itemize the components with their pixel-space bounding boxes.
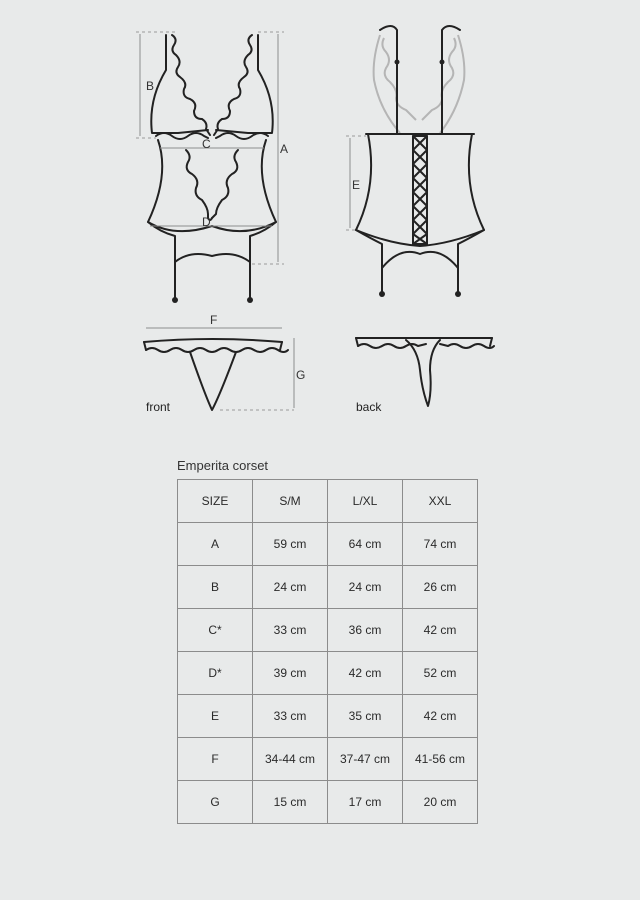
- cell-value: 42 cm: [403, 609, 478, 652]
- cell-value: 64 cm: [328, 523, 403, 566]
- row-label: G: [178, 781, 253, 824]
- cell-value: 42 cm: [403, 695, 478, 738]
- cell-value: 34-44 cm: [253, 738, 328, 781]
- table-row: [178, 738, 478, 781]
- table-row: [178, 566, 478, 609]
- cell-value: 37-47 cm: [328, 738, 403, 781]
- corset-front-drawing: [148, 35, 276, 303]
- cell-value: 26 cm: [403, 566, 478, 609]
- cell-value: 59 cm: [253, 523, 328, 566]
- cell-value: 41-56 cm: [403, 738, 478, 781]
- corset-back-drawing: [356, 26, 484, 297]
- header-xxl: XXL: [403, 480, 478, 523]
- label-e: E: [352, 178, 361, 192]
- row-label: B: [178, 566, 253, 609]
- size-chart-table: [177, 479, 478, 824]
- table-header-row: [178, 480, 478, 523]
- cell-value: 24 cm: [253, 566, 328, 609]
- garment-diagram: [0, 0, 640, 440]
- cell-value: 39 cm: [253, 652, 328, 695]
- label-c: C: [202, 137, 211, 151]
- table-row: [178, 695, 478, 738]
- row-label: E: [178, 695, 253, 738]
- table-title: Emperita corset: [177, 458, 269, 473]
- label-a: A: [280, 142, 289, 156]
- label-g: G: [296, 368, 306, 382]
- cell-value: 52 cm: [403, 652, 478, 695]
- cell-value: 35 cm: [328, 695, 403, 738]
- header-size: SIZE: [178, 480, 253, 523]
- label-f: F: [210, 313, 218, 327]
- table-row: [178, 652, 478, 695]
- cell-value: 33 cm: [253, 609, 328, 652]
- cell-value: 33 cm: [253, 695, 328, 738]
- cell-value: 74 cm: [403, 523, 478, 566]
- table-row: [178, 609, 478, 652]
- row-label: A: [178, 523, 253, 566]
- cell-value: 17 cm: [328, 781, 403, 824]
- cell-value: 20 cm: [403, 781, 478, 824]
- row-label: D*: [178, 652, 253, 695]
- header-s-m: S/M: [253, 480, 328, 523]
- row-label: C*: [178, 609, 253, 652]
- thong-back-drawing: [356, 338, 494, 406]
- row-label: F: [178, 738, 253, 781]
- caption-front: front: [146, 400, 171, 414]
- cell-value: 24 cm: [328, 566, 403, 609]
- header-l-xl: L/XL: [328, 480, 403, 523]
- table-row: [178, 781, 478, 824]
- cell-value: 36 cm: [328, 609, 403, 652]
- table-row: [178, 523, 478, 566]
- cell-value: 42 cm: [328, 652, 403, 695]
- caption-back: back: [356, 400, 382, 414]
- cell-value: 15 cm: [253, 781, 328, 824]
- label-d: D: [202, 215, 211, 229]
- label-b: B: [146, 79, 155, 93]
